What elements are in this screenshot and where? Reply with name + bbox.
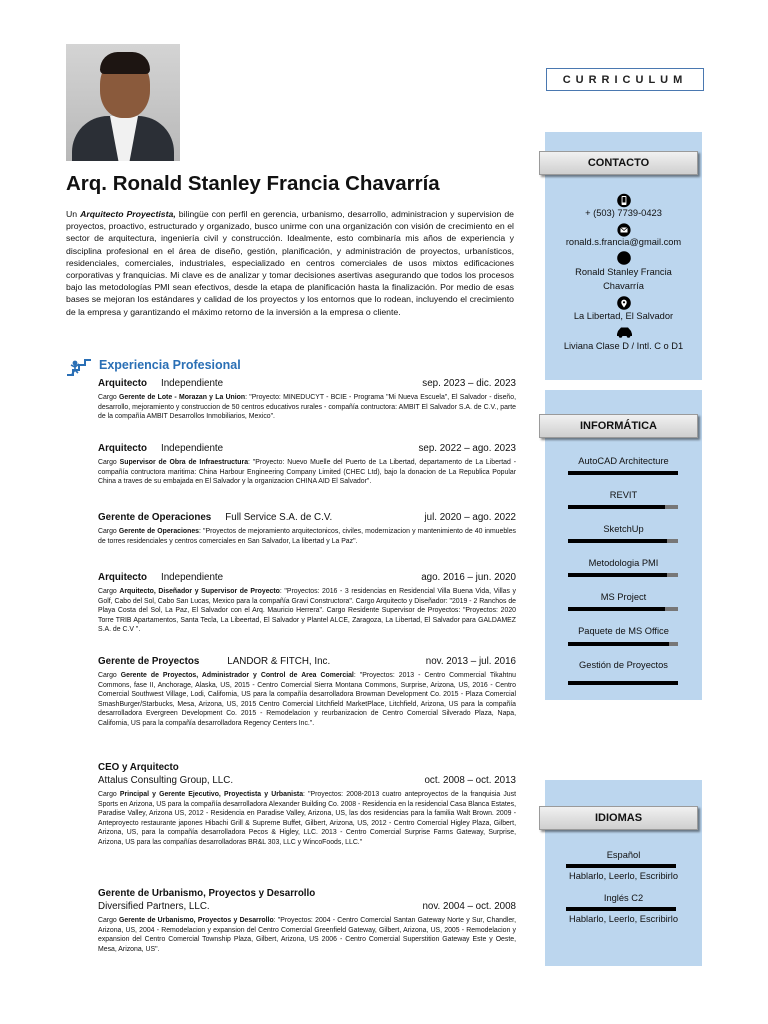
curriculum-badge: CURRICULUM	[546, 68, 704, 91]
contact-license: Liviana Clase D / Intl. C o D1	[563, 341, 684, 351]
climbing-stairs-icon	[66, 354, 92, 376]
job-company: Full Service S.A. de C.V.	[225, 512, 333, 523]
job-description: Cargo Principal y Gerente Ejecutivo, Proyectista y Urbanista: "Proyectos: 2008-2013 cuatro anteproyectos de la franquisia Just Sports en Arizona, US para la compañía desarrolladora Alexander Building Co. 2008 - Residencia en la residencial Casa Blanca Estates, Paradise Valley, Arizona US, 2012 - Residencia en Paradise Valley, Arizona, US, las dos residencias para la familia Walt Brown. 2009 - Anteproyecto restaurante japones Hibachi Grill & Supreme Buffet, Gilbert, Arizona, US, 2012 - Centro Comercial Higley Plaza, Gilbert, Arizona, US, para la compañía desarrolladora Pecos & Higley, LLC. 2013 - Centro Comercial Surprise Farms Gateway, Surprise, Arizona, US para las compañías desarrolladoras BR&L 303, LLC y WincoFoods, LLC."	[98, 791, 516, 846]
job-description: Cargo Gerente de Lote - Morazan y La Union: "Proyecto: MINEDUCYT - BCIE - Programa "Mi Nueva Escuela", El Salvador - diseño, desarrollo, mejoramiento y construccion de 50 centros educativos rurales - compañía contructora: AMBIT El Salvador S.A. de C.V., parte de la compañía AMBIT Desarrollos Inmobiliarios, Mexico".	[98, 394, 516, 421]
job-entry	[98, 571, 516, 635]
job-company: Independiente	[161, 443, 224, 454]
job-description: Cargo Gerente de Urbanismo, Proyectos y Desarrollo: "Proyectos: 2004 - Centro Comercial Santan Gateway Norte y Sur, Chandler, Arizona, US, 2004 - Remodelacion y expansion del Centro Comercial Greenfield Gateway, Gilbert, Arizona, US, 2005 - Remodelacion y expansion del Centro Comercial Township Plaza, Gilbert, Arizona, US 2006 - Centro Comercial Superstition Gateway Este y Oeste, Mesa, Arizona, US".	[98, 917, 517, 953]
skill-name: Metodologia PMI	[588, 558, 659, 568]
contact-name-line2: Chavarría	[603, 281, 644, 291]
contact-email: ronald.s.francia@gmail.com	[565, 237, 682, 247]
job-entry	[98, 887, 516, 954]
person-icon	[617, 251, 631, 265]
languages-heading: IDIOMAS	[539, 806, 698, 830]
skill-bar	[568, 539, 678, 543]
skill-name: MS Project	[600, 592, 647, 602]
job-entry	[98, 377, 516, 422]
job-entry	[98, 761, 516, 848]
profile-photo	[66, 44, 180, 161]
skill-name: REVIT	[609, 490, 638, 500]
it-heading: INFORMÁTICA	[539, 414, 698, 438]
skill-bar	[568, 607, 678, 611]
skill-name: Paquete de MS Office	[578, 626, 669, 636]
job-role: Gerente de Proyectos	[98, 656, 200, 667]
profile-pre: Un	[66, 209, 81, 219]
job-dates: sep. 2022 – ago. 2023	[418, 443, 516, 454]
contact-phone: + (503) 7739-0423	[585, 208, 662, 218]
job-entry	[98, 511, 516, 546]
job-description: Cargo Gerente de Proyectos, Administrador y Control de Area Comercial: "Proyectos: 2013 - Centro Commercial Tikahtnu Commons, fase II, Anchorage, Alaska, US, 2015 - Centro Comercial Sierra Montana Commons, Surprise, Arizona, US, 2016 - Centro Comercial Southwest Village, Lodi, California, US para la compañía desarrolladora Browman Development Co. 2015 - Plaza Comercial SmashBurger/Starbucks, Mesa, Arizona, US, 2015 Centro Comercial Litchfield MarketPlace, Litchfield, Arizona, US para la compañía desarrolladora Evergreen Development Co. 2015 - Remodelacion y reurbanizacion de Centro Comercial Silverado Plaza, Napa, California, US para la compañía desarrolladora Regency Centers Inc.".	[98, 672, 516, 727]
job-role: Arquitecto	[98, 443, 147, 454]
language-bar	[566, 864, 676, 868]
car-icon	[616, 326, 633, 338]
skill-name: SketchUp	[603, 524, 644, 534]
contact-location: La Libertad, El Salvador	[573, 311, 674, 321]
profile-summary	[66, 208, 514, 318]
skill-bar	[568, 471, 678, 475]
job-description: Cargo Supervisor de Obra de Infraestructura: "Proyecto: Nuevo Muelle del Puerto de La Libertad, departamento de La Libertad - compañía contructora maritima: China Harbour Engineering Company Limited (CHEC Ltd), bajo la donacion de La Republica Popular China a traves de su embajada en El Salvador y la organizacion CHINA AID El Salvador".	[98, 459, 517, 486]
language-detail: Hablarlo, Leerlo, Escribirlo	[568, 914, 679, 924]
job-dates: ago. 2016 – jun. 2020	[421, 572, 516, 583]
skill-bar	[568, 642, 678, 646]
language-bar	[566, 907, 676, 911]
profile-highlight: Arquitecto Proyectista,	[80, 209, 176, 219]
job-company: Independiente	[161, 572, 224, 583]
language-name: Inglés C2	[603, 893, 644, 903]
skill-name: Gestión de Proyectos	[579, 660, 668, 670]
job-dates: sep. 2023 – dic. 2023	[422, 378, 516, 389]
skill-bar	[568, 573, 678, 577]
job-company: LANDOR & FITCH, Inc.	[227, 656, 331, 667]
skill-bar	[568, 505, 678, 509]
job-dates: nov. 2013 – jul. 2016	[425, 656, 516, 667]
job-company: Independiente	[161, 378, 224, 389]
experience-title: Experiencia Profesional	[99, 358, 241, 372]
job-role: CEO y Arquitecto	[98, 762, 179, 773]
skill-name: AutoCAD Architecture	[578, 456, 669, 466]
job-company: Diversified Partners, LLC.	[98, 901, 210, 912]
job-description: Cargo Arquitecto, Diseñador y Supervisor de Proyecto: "Proyectos: 2016 - 3 residencias en Residencial Villa Buena Vida, Villas y Golf, Cabo del Sol, Cabo San Lucas, Mexico para la compañía Gravi Constructora". Cargo Arquitecto y Diseñador: "2019 - 2 Ranchos de Playa Costa del Sol, La Paz, El Salvador con el Arq. Mauricio Herrera". Cargo Residente Supervisor de Proyectos: "Proyectos: 2020 Torre TRIB Apartamentos, Santa Tecla, La Libeertad, El Salvador y Plantel ALCE, Zaragoza, La Libertad, El Salvador para GALDAMEZ S.A. de C.V ".	[98, 588, 517, 634]
job-description: Cargo Gerente de Operaciones: "Proyectos de mejoramiento arquitectonicos, civiles, modernizacion y mantenimiento de 40 inmuebles de torres residenciales y centros comerciales en San Salvador, La libertad y La Paz".	[98, 528, 516, 545]
job-entry	[98, 442, 516, 487]
job-company: Attalus Consulting Group, LLC.	[98, 775, 234, 786]
contact-heading: CONTACTO	[539, 151, 698, 175]
language-name: Español	[606, 850, 641, 860]
job-dates: oct. 2008 – oct. 2013	[424, 775, 516, 786]
job-role: Arquitecto	[98, 378, 147, 389]
job-dates: jul. 2020 – ago. 2022	[424, 512, 516, 523]
experience-header	[66, 354, 241, 376]
candidate-name: Arq. Ronald Stanley Francia Chavarría	[66, 172, 440, 195]
contact-name	[545, 265, 702, 293]
contact-name-line1: Ronald Stanley Francia	[575, 267, 672, 277]
job-role: Gerente de Operaciones	[98, 512, 212, 523]
job-entry	[98, 655, 516, 729]
profile-text: bilingüe con perfil en gerencia, urbanismo, desarrollo, administracion y supervision de proyectos, proactivo, estructurado y organizado, busco unirme con una organización con visión de crecimiento en el sector de arquitectura, ingeniería civil y construcción. Idealmente, esto combinaría mis años de experiencia y disciplina profesional en el área de diseño, gestión, planificación, y administración de proyectos, urbanísticos, residenciales, comerciales, industriales, especializado en centros comerciales de usos mixtos edificaciones corporativas y franquicias. Mi clave es de analizar y tomar decisiones asertivas asegurando que todos los procesos bajo las metodologías PMI sean efectivos, desde la etapa de planificación hasta la finalización. Por medio de esas bases se mejoran los estándares y calidad de los proyectos y los entornos que lo rodean, incluyendo el crecimiento de la empresa y garantizando el máximo retorno de la inversión a la empresa o cliente.	[66, 209, 514, 317]
language-detail: Hablarlo, Leerlo, Escribirlo	[568, 871, 679, 881]
skill-bar	[568, 681, 678, 685]
job-role: Gerente de Urbanismo, Proyectos y Desarrollo	[98, 888, 316, 899]
location-pin-icon	[617, 296, 631, 310]
job-role: Arquitecto	[98, 572, 147, 583]
job-dates: nov. 2004 – oct. 2008	[422, 901, 516, 912]
